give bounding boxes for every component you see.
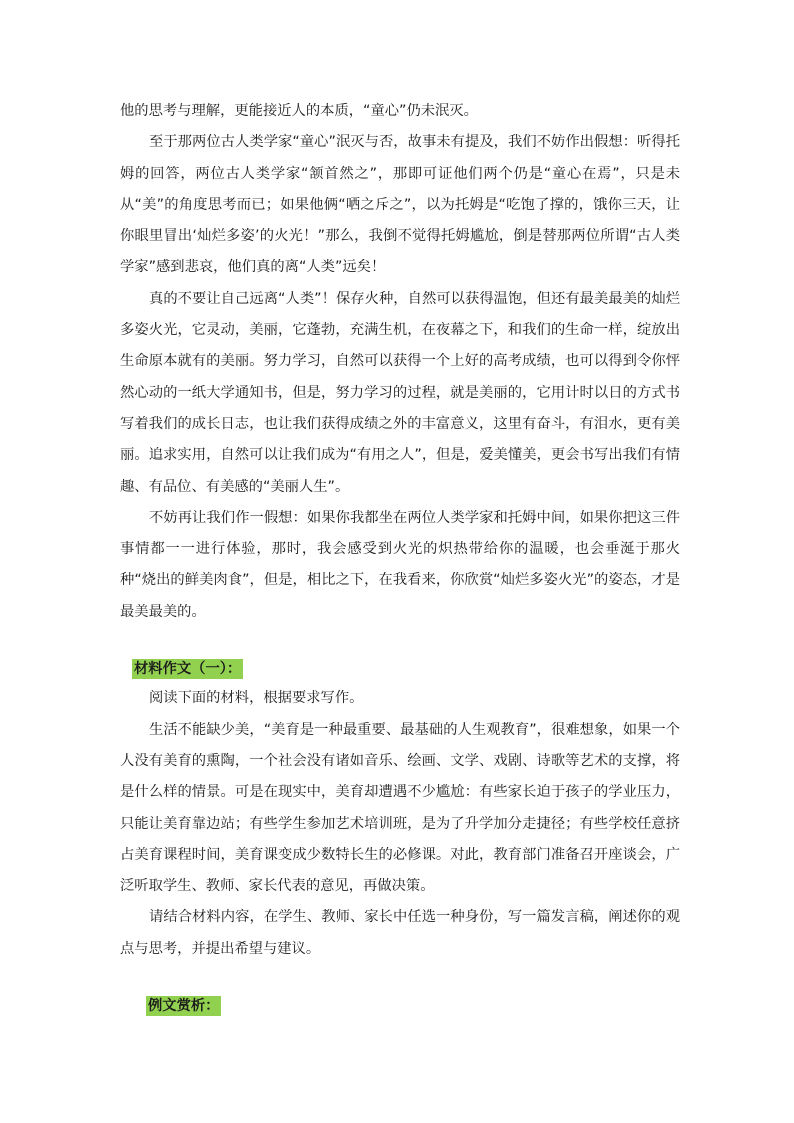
example-heading-label: 例文赏析： [148, 998, 220, 1015]
paragraph-instruction: 阅读下面的材料，根据要求写作。 [149, 690, 364, 707]
spacer [120, 965, 680, 989]
section-heading-material [132, 652, 680, 683]
spacer [120, 628, 680, 652]
paragraph-task: 请结合材料内容，在学生、教师、家长中任选一种身份，写一篇发言稿，阐述你的观点与思考，并提出希望与建议。 [120, 909, 680, 957]
material-heading-label: 材料作文（一）： [134, 661, 242, 678]
paragraph-anthropologists: 至于那两位古人类学家“童心”泯灭与否，故事未有提及，我们不妨作出假想：听得托姆的回答，两位古人类学家“颔首然之”，那即可证他们两个仍是“童心在焉”，只是未从“美”的角度思考而已；如果他俩“哂之斥之”，以为托姆是“吃饱了撑的，饿你三天，让你眼里冒出‘灿烂多姿’的火光！”那么，我倒不觉得托姆尴尬，倒是替那两位所谓“古人类学家”感到悲哀，他们真的离“人类”远矣！ [120, 134, 680, 276]
paragraph-keep-fire: 真的不要让自己远离“人类”！保存火种，自然可以获得温饱，但还有最美最美的灿烂多姿火光，它灵动，美丽，它蓬勃，充满生机，在夜幕之下，和我们的生命一样，绽放出生命原本就有的美丽。努力学习，自然可以获得一个上好的高考成绩，也可以得到令你怦然心动的一纸大学通知书，但是，努力学习的过程，就是美丽的，它用计时以日的方式书写着我们的成长日志，也让我们获得成绩之外的丰富意义，这里有奋斗，有泪水，更有美丽。追求实用，自然可以让我们成为“有用之人”，但是，爱美懂美，更会书写出我们有情趣、有品位、有美感的“美丽人生”。 [120, 290, 680, 495]
paragraph-hypothesis: 不妨再让我们作一假想：如果你我都坐在两位人类学家和托姆中间，如果你把这三件事情都一一进行体验，那时，我会感受到火光的炽热带给你的温暖，也会垂涎于那火种“烧出的鲜美肉食”，但是，相比之下，在我看来，你欣赏“灿烂多姿火光”的姿态，才是最美最美的。 [120, 509, 680, 620]
paragraph-continuation: 他的思考与理解，更能接近人的本质，“童心”仍未泯灭。 [120, 103, 478, 119]
paragraph-material: 生活不能缺少美，“美育是一种最重要、最基础的人生观教育”，很难想象，如果一个人没有美育的熏陶，一个社会没有诸如音乐、绘画、文学、戏剧、诗歌等艺术的支撑，将是什么样的情景。可是在现实中，美育却遭遇不少尴尬：有些家长迫于孩子的学业压力，只能让美育靠边站；有些学生参加艺术培训班，是为了升学加分走捷径；有些学校任意挤占美育课程时间，美育课变成少数特长生的必修课。对此，教育部门准备召开座谈会，广泛听取学生、教师、家长代表的意见，再做决策。 [120, 721, 680, 895]
section-heading-example [146, 989, 680, 1020]
document-body [120, 96, 680, 1020]
